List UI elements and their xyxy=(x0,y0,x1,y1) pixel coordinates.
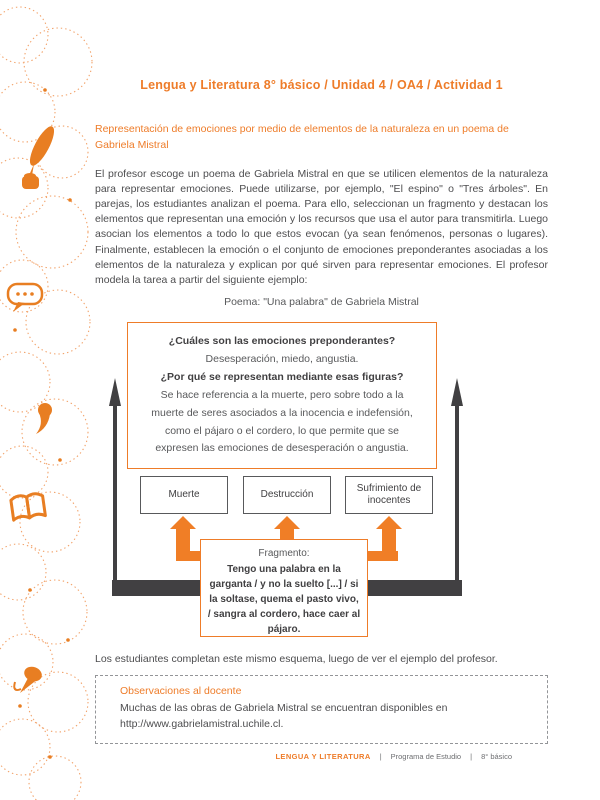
orange-arrowhead-right xyxy=(376,516,402,529)
answer-2: Se hace referencia a la muerte, pero sobre todo a la muerte de seres asociados a la inocencia e indefensión, como el pájaro o el cordero, lo que permite que se expresen las emociones de desesperación o angustia. xyxy=(151,388,413,455)
left-up-arrowhead xyxy=(109,378,121,406)
right-up-arrowhead xyxy=(451,378,463,406)
footer-separator: | xyxy=(379,752,382,761)
emotion-box-sufrimiento: Sufrimiento de inocentes xyxy=(345,476,433,514)
answer-1: Desesperación, miedo, angustia. xyxy=(205,353,359,366)
fragment-text: Tengo una palabra en la garganta / y no la suelto [...] / si la soltase, quema el pasto vivo, / sangra al cordero, hace caer al pájaro. xyxy=(207,564,361,636)
intro-paragraph: El profesor escoge un poema de Gabriela Mistral en que se utilicen elementos de la naturaleza para representar emociones. Puede utilizarse, por ejemplo, "El espino" o "Tres árboles". En parejas, los estudiantes analizan el poema. Para ello, seleccionan un fragmento y destacan los elementos que representan una emoción y los recursos que usa el autor para transmitirla. Luego asocian los elementos a todo lo que estos evocan (ya sean fenómenos, personas o lugares). Finalmente, establecen la emoción o el conjunto de emociones preponderantes asociadas a los elementos de la naturaleza y explican por qué sirven para representar emociones. El profesor modela la tarea a partir del siguiente ejemplo: xyxy=(95,167,548,287)
footer-separator: | xyxy=(470,752,473,761)
orange-arrowhead-left xyxy=(170,516,196,529)
teacher-note-title: Observaciones al docente xyxy=(120,685,242,698)
fragment-box xyxy=(200,539,368,637)
fragment-label: Fragmento: xyxy=(258,548,310,560)
emotion-box-muerte: Muerte xyxy=(140,476,228,514)
footer-program: Programa de Estudio xyxy=(390,752,462,761)
teacher-note-text: Muchas de las obras de Gabriela Mistral se encuentran disponibles en http://www.gabrielamistral.uchile.cl. xyxy=(120,702,448,731)
emotion-box-destruccion: Destrucción xyxy=(243,476,331,514)
page-title: Lengua y Literatura 8° básico / Unidad 4 / OA4 / Actividad 1 xyxy=(140,78,503,92)
orange-arrow-foot-right xyxy=(368,551,398,561)
questions-box xyxy=(127,322,437,469)
poem-caption: Poema: "Una palabra" de Gabriela Mistral xyxy=(224,296,419,309)
activity-subtitle: Representación de emociones por medio de elementos de la naturaleza en un poema de Gabriela Mistral xyxy=(95,123,509,152)
left-arrow-line xyxy=(113,404,117,582)
question-1: ¿Cuáles son las emociones preponderantes? xyxy=(168,335,396,348)
question-2: ¿Por qué se representan mediante esas figuras? xyxy=(160,370,404,383)
closing-paragraph: Los estudiantes completan este mismo esquema, luego de ver el ejemplo del profesor. xyxy=(95,653,498,666)
footer-subject: LENGUA Y LITERATURA xyxy=(275,752,371,761)
page-footer xyxy=(275,752,512,761)
right-arrow-line xyxy=(455,404,459,582)
analysis-diagram xyxy=(95,314,548,648)
footer-grade: 8° básico xyxy=(481,752,512,761)
teacher-note-box xyxy=(95,675,548,744)
orange-arrowhead-middle xyxy=(274,516,300,529)
